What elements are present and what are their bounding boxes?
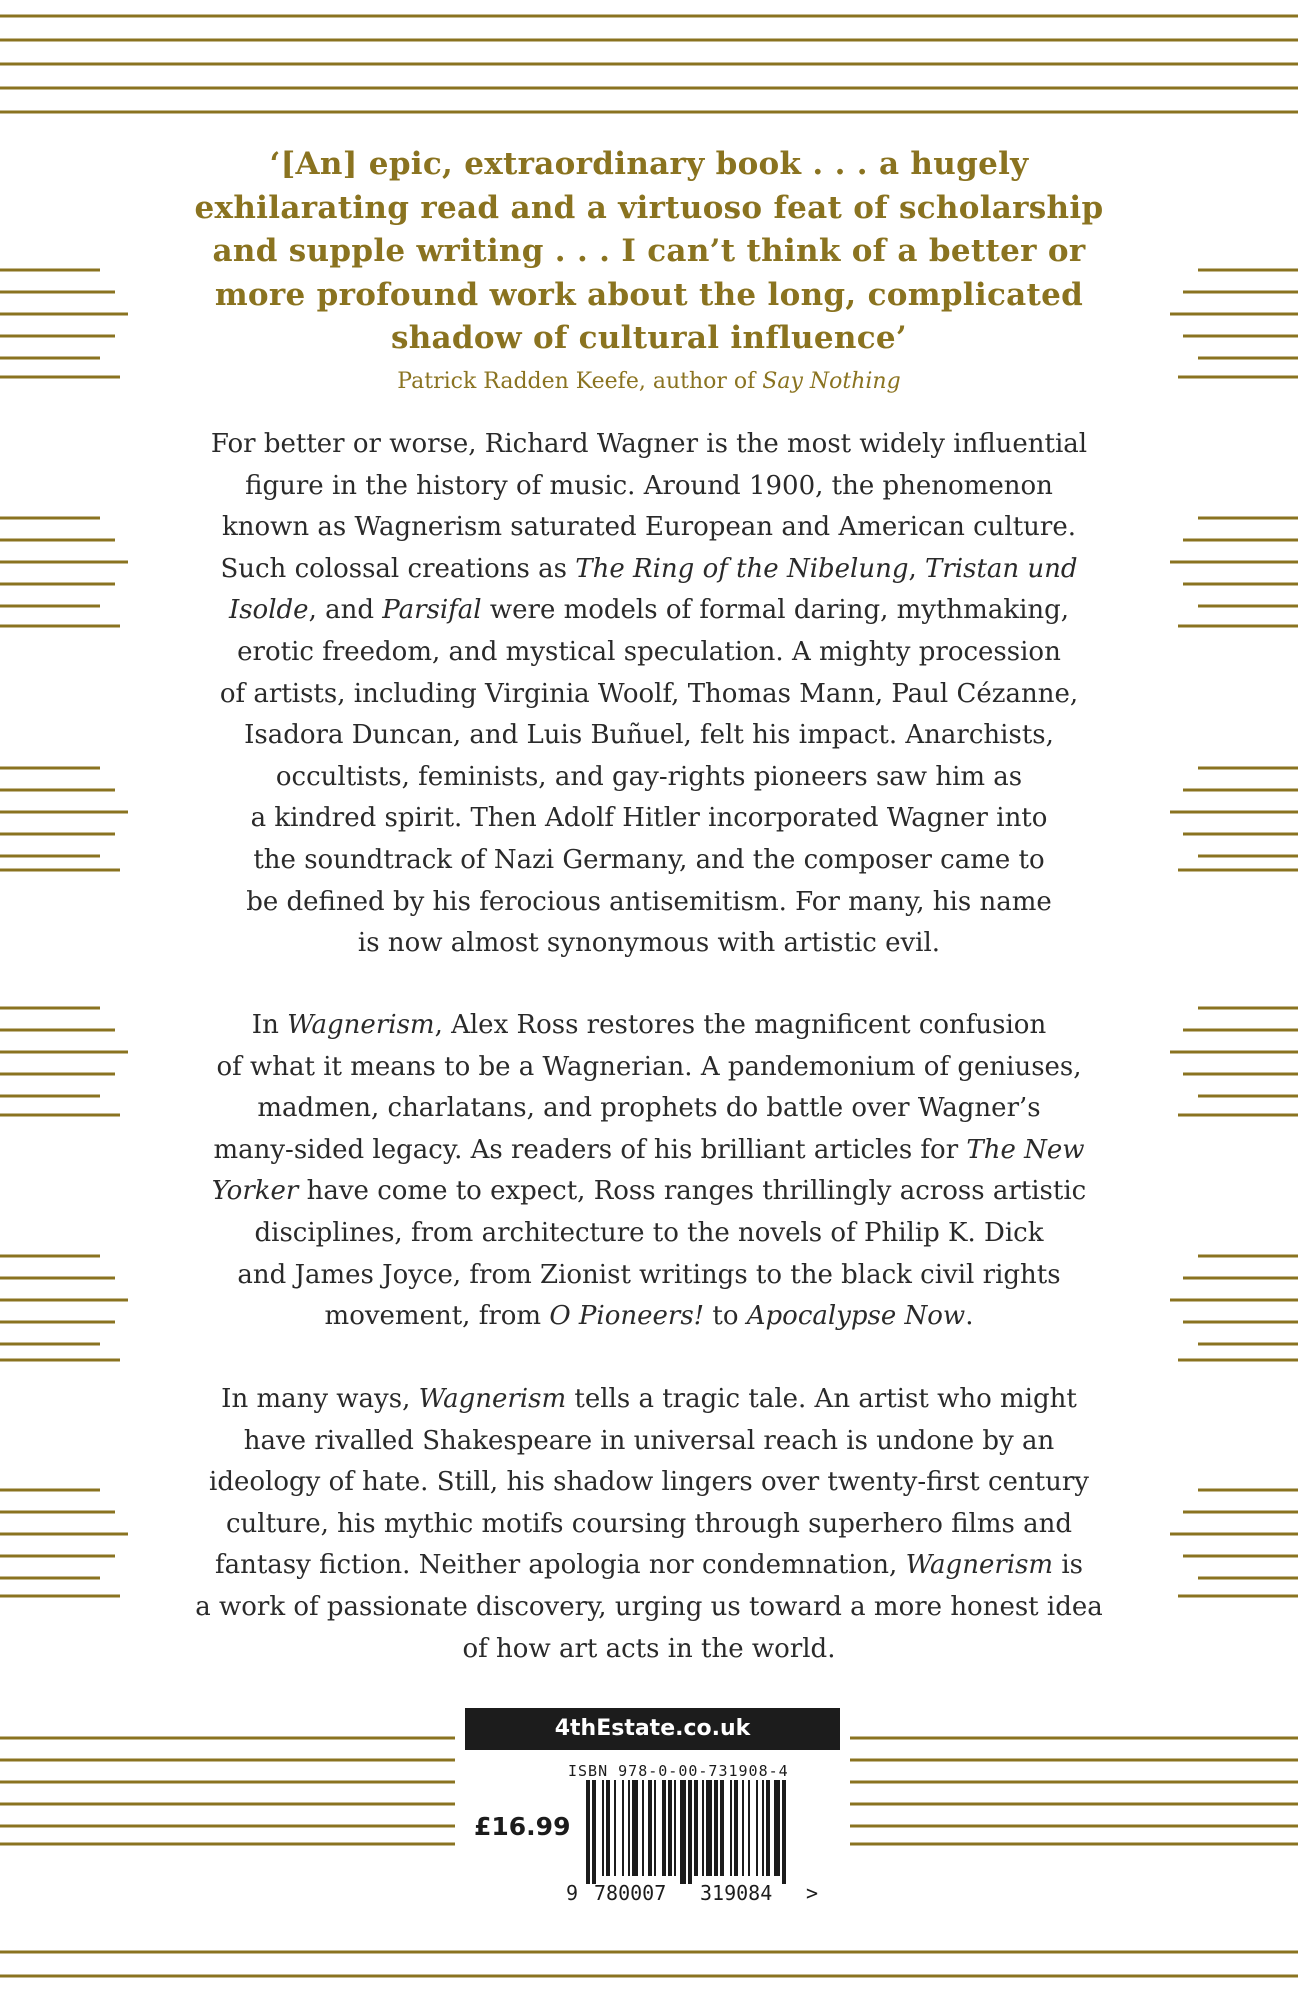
barcode-bar <box>602 1780 604 1876</box>
italic-title: Wagnerism <box>287 1010 435 1040</box>
barcode-bar <box>748 1780 750 1876</box>
isbn-label: ISBN 978-0-00-731908-4 <box>568 1762 789 1780</box>
text-line: have rivalled Shakespeare in universal reach is undone by an <box>243 1425 1055 1456</box>
barcode-bar <box>632 1780 638 1876</box>
blurb-paragraph-3 <box>170 1379 1128 1670</box>
barcode-bar <box>762 1780 764 1876</box>
quote-line: more profound work about the long, complicated <box>214 276 1084 313</box>
italic-title: Parsifal <box>382 595 482 626</box>
publisher-website-label: 4thEstate.co.uk <box>465 1708 840 1750</box>
italic-title: Yorker <box>211 1176 299 1207</box>
barcode-quiet-mark: > <box>806 1881 819 1905</box>
barcode-left-digits: 780007 <box>594 1881 667 1905</box>
text-line: occultists, feminists, and gay-rights pioneers saw him as <box>275 761 1023 792</box>
italic-title: Apocalypse Now <box>746 1301 966 1332</box>
barcode-bar <box>674 1780 676 1876</box>
quote-line: ‘[An] epic, extraordinary book . . . a hugely <box>269 146 1029 182</box>
text-line: a kindred spirit. Then Adolf Hitler incorporated Wagner into <box>250 803 1048 834</box>
barcode-bar <box>714 1780 718 1876</box>
barcode-bar <box>756 1780 758 1876</box>
text-line: Isadora Duncan, and Luis Buñuel, felt his impact. Anarchists, <box>244 720 1054 751</box>
barcode-bar <box>702 1780 704 1876</box>
text-run: , Alex Ross restores the magnificent confusion <box>434 1010 1047 1040</box>
barcode-bar <box>706 1780 712 1876</box>
barcode-bar <box>586 1780 590 1884</box>
text-run: many-sided legacy. As readers of his brilliant articles for <box>213 1134 967 1165</box>
barcode-bar <box>720 1780 724 1876</box>
italic-title: Wagnerism <box>418 1384 567 1414</box>
barcode-bar <box>734 1780 738 1876</box>
text-run: is <box>1053 1550 1084 1581</box>
text-line: and James Joyce, from Zionist writings to the black civil rights <box>237 1259 1061 1290</box>
text-run: In <box>251 1010 288 1040</box>
text-line: is now almost synonymous with artistic evil. <box>357 928 941 959</box>
italic-title: Isolde <box>228 595 309 626</box>
italic-title: The New <box>966 1134 1085 1165</box>
text-run: , <box>908 553 926 584</box>
text-run: tells a tragic tale. An artist who might <box>566 1384 1077 1414</box>
barcode-bar <box>680 1780 686 1884</box>
italic-title: Tristan und <box>925 553 1078 584</box>
text-run: were models of formal daring, mythmaking, <box>481 595 1070 626</box>
blurb-paragraph-2 <box>170 1005 1128 1338</box>
barcode-bar <box>642 1780 644 1876</box>
text-line: culture, his mythic motifs coursing through superhero films and <box>225 1508 1072 1539</box>
quote-attribution <box>170 367 1128 397</box>
attribution-text: Patrick Radden Keefe, author of <box>397 369 756 394</box>
text-line: be defined by his ferocious antisemitism. For many, his name <box>246 886 1052 917</box>
barcode-right-digits: 319084 <box>700 1881 773 1905</box>
quote-line: shadow of cultural influence’ <box>390 320 908 356</box>
text-line: For better or worse, Richard Wagner is the most widely influential <box>210 429 1088 459</box>
italic-title: The Ring of the Nibelung <box>575 553 909 584</box>
italic-title: Wagnerism <box>905 1550 1054 1581</box>
text-line: known as Wagnerism saturated European and American culture. <box>221 512 1076 543</box>
text-line: of how art acts in the world. <box>462 1633 836 1664</box>
barcode <box>582 1780 818 1884</box>
barcode-bar <box>614 1780 616 1876</box>
barcode-bar <box>742 1780 744 1876</box>
quote-line: exhilarating read and a virtuoso feat of scholarship <box>194 189 1104 226</box>
barcode-bar <box>622 1780 624 1876</box>
attribution-book-title: Say Nothing <box>762 369 901 394</box>
text-run: fantasy fiction. Neither apologia nor condemnation, <box>214 1550 906 1581</box>
blurb-paragraph-1 <box>170 424 1128 965</box>
text-line: of artists, including Virginia Woolf, Thomas Mann, Paul Cézanne, <box>219 678 1079 709</box>
barcode-bar <box>730 1780 732 1876</box>
barcode-bar <box>694 1780 698 1876</box>
barcode-bar <box>628 1780 630 1876</box>
pull-quote <box>170 143 1128 361</box>
text-run: have come to expect, Ross ranges thrillingly across artistic <box>298 1176 1087 1207</box>
text-line: ideology of hate. Still, his shadow lingers over twenty-first century <box>209 1467 1089 1498</box>
text-run: to <box>704 1301 747 1332</box>
text-run: Such colossal creations as <box>220 553 576 584</box>
text-line: of what it means to be a Wagnerian. A pandemonium of geniuses, <box>216 1051 1082 1082</box>
barcode-bar <box>688 1780 692 1884</box>
quote-line: and supple writing . . . I can’t think of a better or <box>212 233 1086 269</box>
barcode-bar <box>654 1780 656 1876</box>
text-run: In many ways, <box>221 1384 419 1414</box>
price-label: £16.99 <box>474 1812 571 1841</box>
text-line: figure in the history of music. Around 1900, the phenomenon <box>245 470 1053 501</box>
barcode-bar <box>668 1780 672 1876</box>
text-line: a work of passionate discovery, urging us toward a more honest idea <box>195 1591 1103 1622</box>
text-run: . <box>965 1301 974 1332</box>
italic-title: O Pioneers! <box>549 1301 705 1332</box>
barcode-bar <box>782 1780 786 1884</box>
barcode-bar <box>662 1780 666 1876</box>
text-line: the soundtrack of Nazi Germany, and the composer came to <box>253 844 1045 875</box>
barcode-bar <box>606 1780 610 1876</box>
text-line: erotic freedom, and mystical speculation. A mighty procession <box>237 636 1061 667</box>
barcode-bar <box>766 1780 770 1876</box>
barcode-bar <box>592 1780 596 1884</box>
text-run: , and <box>308 595 383 626</box>
text-line: madmen, charlatans, and prophets do battle over Wagner’s <box>257 1093 1041 1124</box>
text-line: disciplines, from architecture to the novels of Philip K. Dick <box>254 1217 1044 1248</box>
text-run: movement, from <box>324 1301 550 1332</box>
barcode-lead-digit: 9 <box>566 1881 579 1905</box>
barcode-bar <box>774 1780 780 1876</box>
barcode-bar <box>648 1780 652 1876</box>
